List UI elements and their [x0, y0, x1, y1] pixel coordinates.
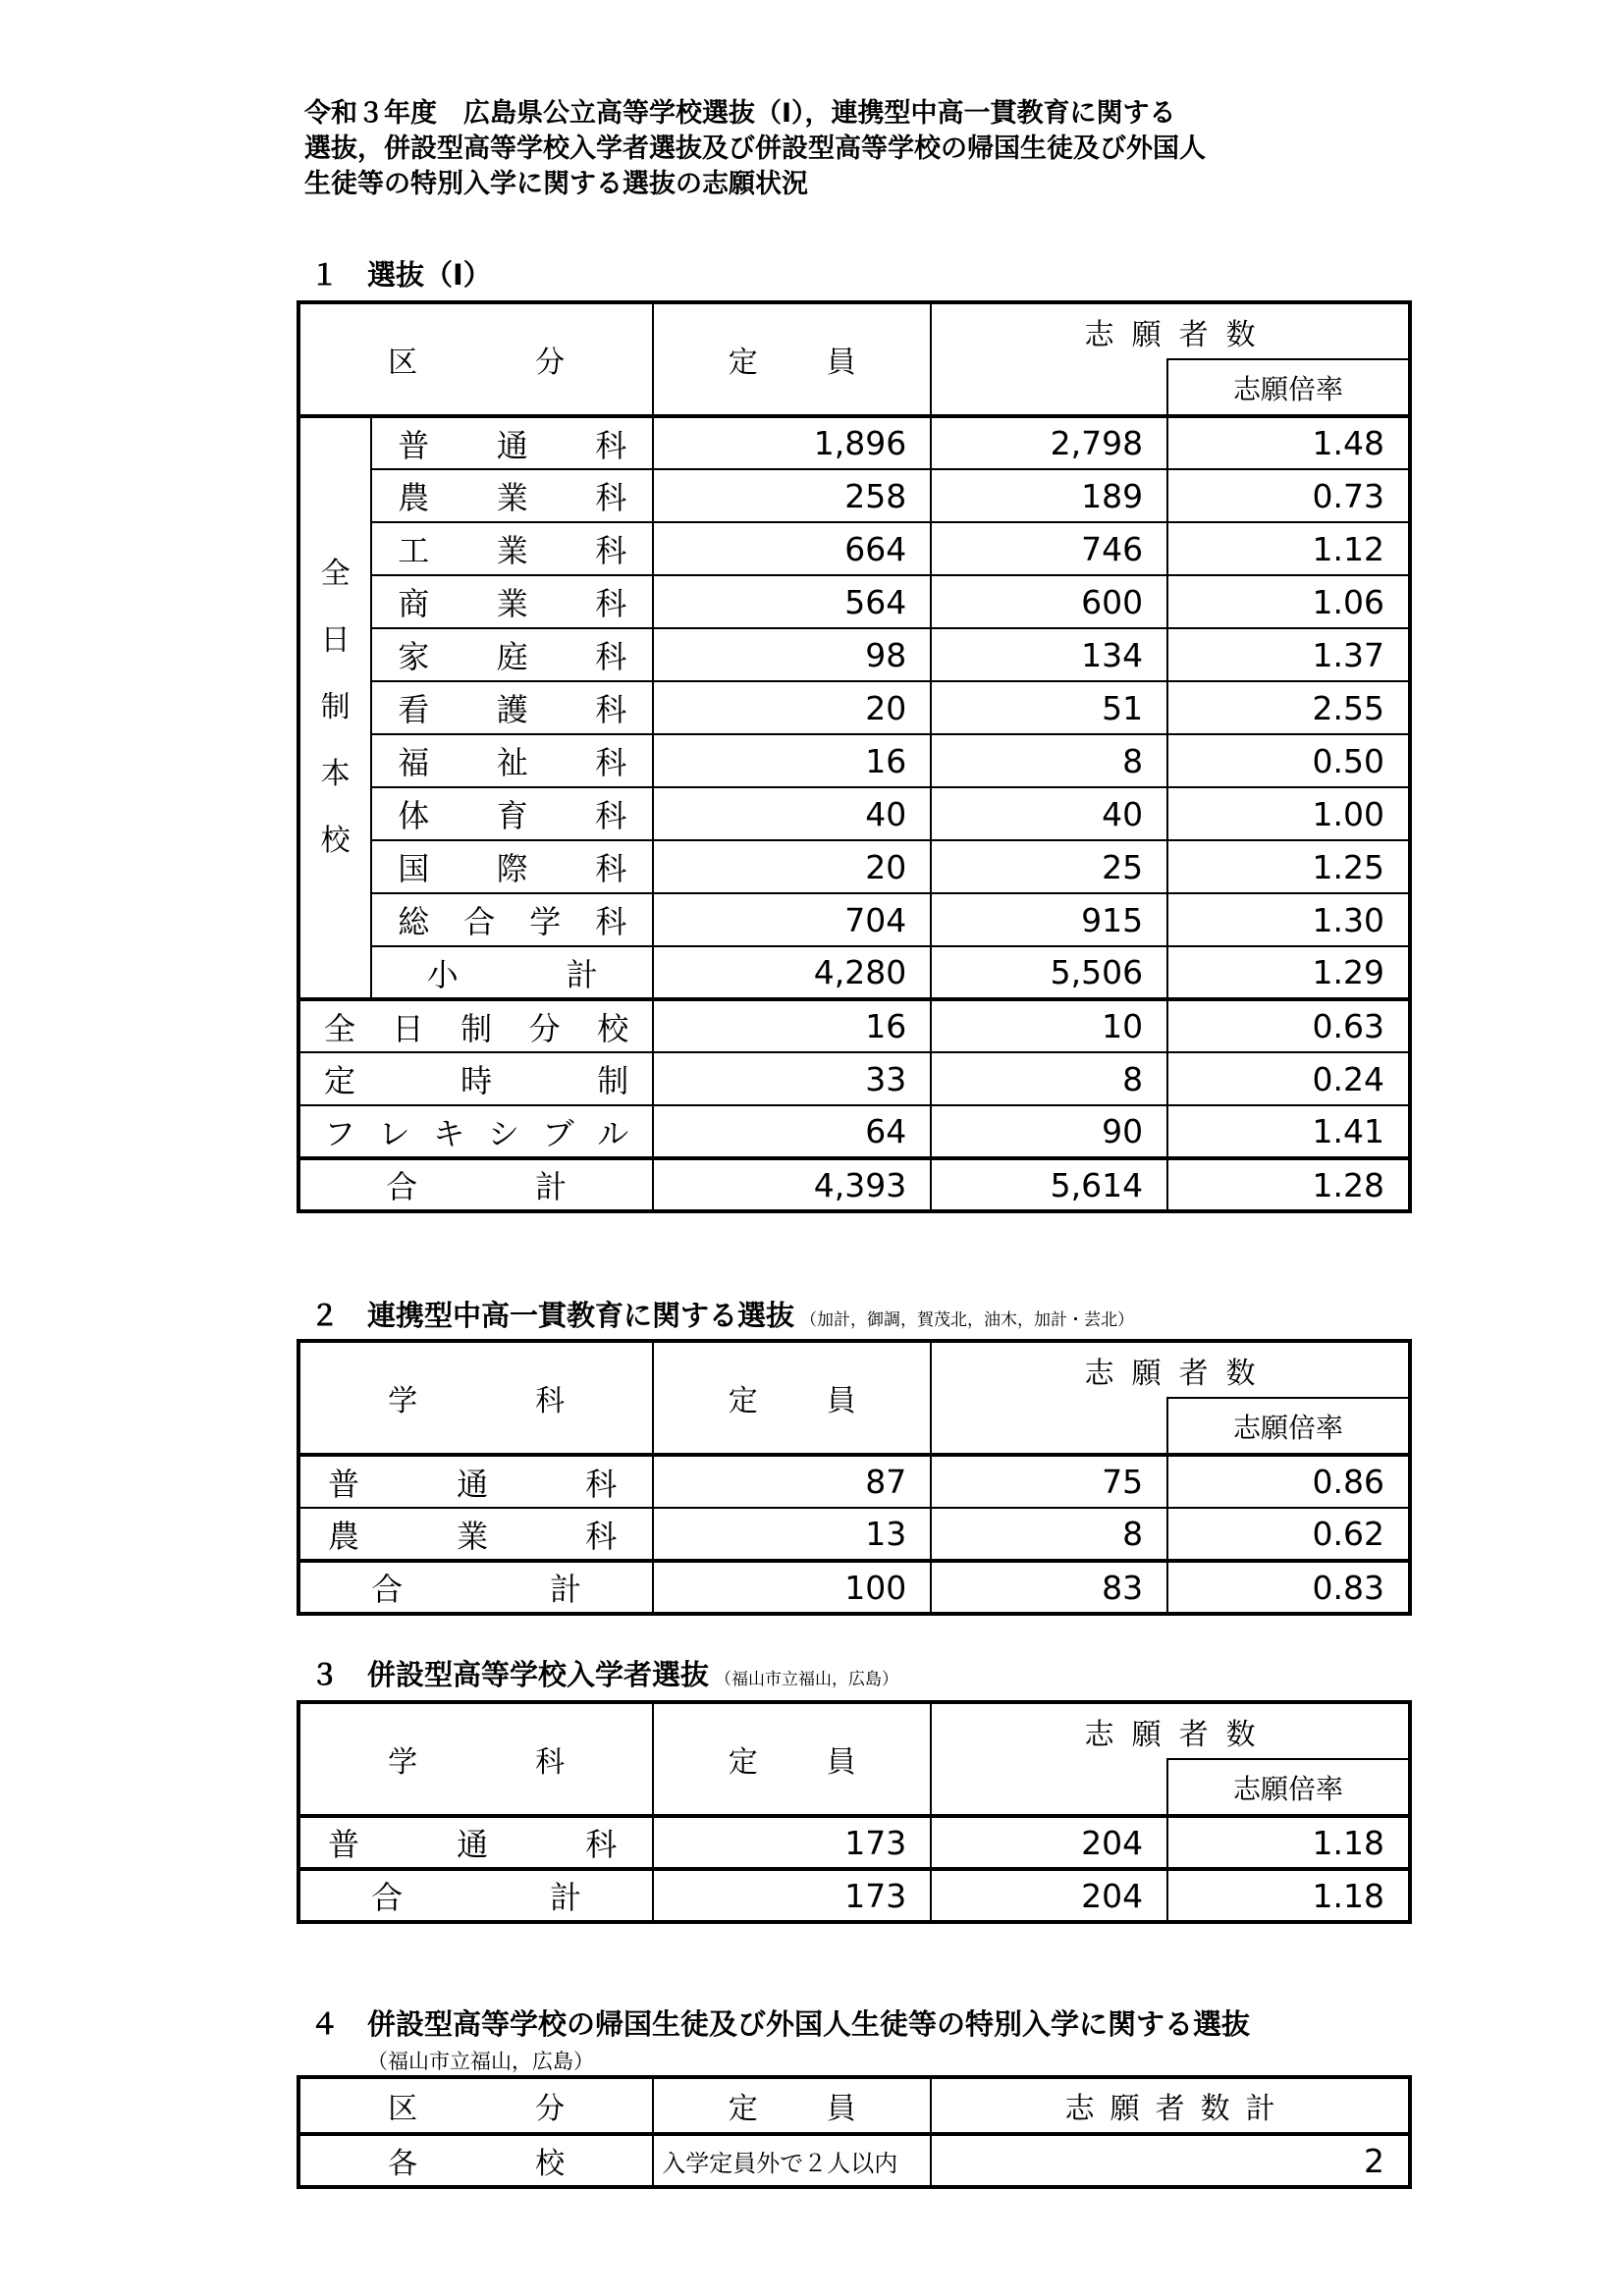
bairitsu-cell: 1.48: [1167, 416, 1410, 469]
teiin-cell: 173: [653, 1816, 931, 1869]
teiin-cell: 20: [653, 840, 931, 893]
shigan-cell: 83: [931, 1561, 1167, 1614]
teiin-cell: 入学定員外で２人以内: [653, 2134, 931, 2187]
shigan-cell: 204: [931, 1816, 1167, 1869]
title-line: 生徒等の特別入学に関する選抜の志願状況: [304, 169, 808, 199]
document-title: [304, 96, 1424, 202]
shigan-cell: 204: [931, 1869, 1167, 1922]
row-label: 看 護 科: [371, 681, 653, 734]
header-bairitsu: 志願倍率: [1167, 1398, 1410, 1455]
header-bairitsu: 志願倍率: [1167, 1759, 1410, 1816]
total-row: [298, 1158, 1410, 1211]
header-shigan: 志 願 者 数: [931, 1702, 1410, 1759]
teiin-cell: 664: [653, 522, 931, 575]
bairitsu-cell: 1.28: [1167, 1158, 1410, 1211]
section-2-schools: （加計，御調，賀茂北，油木，加計・芸北）: [800, 1310, 1135, 1330]
table-row: [298, 946, 1410, 999]
row-label: 合 計: [298, 1869, 653, 1922]
teiin-cell: 173: [653, 1869, 931, 1922]
bairitsu-cell: 1.06: [1167, 575, 1410, 628]
teiin-cell: 64: [653, 1105, 931, 1158]
bairitsu-cell: 2.55: [1167, 681, 1410, 734]
shigan-cell: 189: [931, 469, 1167, 522]
section-3-schools: （福山市立福山，広島）: [715, 1670, 899, 1689]
table-row: [298, 734, 1410, 787]
section-2-table: [297, 1339, 1412, 1616]
row-label: 合 計: [298, 1561, 653, 1614]
table-row: [298, 522, 1410, 575]
teiin-cell: 1,896: [653, 416, 931, 469]
shigan-cell: 8: [931, 734, 1167, 787]
header-gakka: 学 科: [298, 1702, 653, 1816]
row-label: 各 校: [298, 2134, 653, 2187]
shigan-cell: 746: [931, 522, 1167, 575]
table-row: [298, 628, 1410, 681]
table-row: [298, 416, 1410, 469]
shigan-cell: 2: [931, 2134, 1410, 2187]
section-1-table: [297, 300, 1412, 1213]
header-teiin: 定 員: [653, 302, 931, 416]
header-row: [298, 302, 1410, 359]
teiin-cell: 40: [653, 787, 931, 840]
shigan-cell: 2,798: [931, 416, 1167, 469]
row-label: 小 計: [371, 946, 653, 999]
teiin-cell: 13: [653, 1508, 931, 1561]
side-label: 全 日 制 本 校: [298, 416, 371, 999]
header-teiin: 定 員: [653, 1341, 931, 1455]
bairitsu-cell: 1.25: [1167, 840, 1410, 893]
shigan-cell: 75: [931, 1455, 1167, 1508]
bairitsu-cell: 1.41: [1167, 1105, 1410, 1158]
shigan-cell: 600: [931, 575, 1167, 628]
bairitsu-cell: 0.24: [1167, 1052, 1410, 1105]
shigan-cell: 5,506: [931, 946, 1167, 999]
table-row: [298, 1052, 1410, 1105]
total-row: [298, 1869, 1410, 1922]
section-3-table: [297, 1700, 1412, 1924]
teiin-cell: 704: [653, 893, 931, 946]
bairitsu-cell: 1.18: [1167, 1869, 1410, 1922]
title-line: 令和３年度 広島県公立高等学校選抜（Ⅰ），連携型中高一貫教育に関する: [304, 98, 1176, 129]
teiin-cell: 87: [653, 1455, 931, 1508]
table-row: [298, 1508, 1410, 1561]
section-4-table: [297, 2075, 1412, 2189]
section-2-heading: ２ 連携型中高一貫教育に関する選抜 （加計，御調，賀茂北，油木，加計・芸北）: [310, 1299, 1135, 1332]
header-kubun: 区 分: [298, 302, 653, 416]
section-1-heading: １ 選抜（Ⅰ）: [310, 258, 492, 292]
teiin-cell: 98: [653, 628, 931, 681]
section-4-schools: （福山市立福山，広島）: [367, 2050, 594, 2073]
bairitsu-cell: 0.63: [1167, 999, 1410, 1052]
section-4-heading: ４ 併設型高等学校の帰国生徒及び外国人生徒等の特別入学に関する選抜: [310, 2007, 1251, 2041]
title-line: 選抜，併設型高等学校入学者選抜及び併設型高等学校の帰国生徒及び外国人: [304, 133, 1206, 164]
teiin-cell: 20: [653, 681, 931, 734]
header-shigan: 志 願 者 数: [931, 302, 1410, 359]
bairitsu-cell: 0.73: [1167, 469, 1410, 522]
teiin-cell: 16: [653, 999, 931, 1052]
bairitsu-cell: 0.62: [1167, 1508, 1410, 1561]
shigan-cell: 25: [931, 840, 1167, 893]
section-3-heading: ３ 併設型高等学校入学者選抜 （福山市立福山，広島）: [310, 1658, 899, 1691]
teiin-cell: 258: [653, 469, 931, 522]
row-label: フ レ キ シ ブ ル: [298, 1105, 653, 1158]
shigan-cell: 40: [931, 787, 1167, 840]
teiin-cell: 33: [653, 1052, 931, 1105]
total-row: [298, 1561, 1410, 1614]
header-shigan: 志 願 者 数: [931, 1341, 1410, 1398]
table-row: [298, 1816, 1410, 1869]
row-label: 普 通 科: [298, 1816, 653, 1869]
bairitsu-cell: 1.12: [1167, 522, 1410, 575]
row-label: 普 通 科: [298, 1455, 653, 1508]
shigan-cell: 51: [931, 681, 1167, 734]
bairitsu-cell: 1.37: [1167, 628, 1410, 681]
row-label: 全 日 制 分 校: [298, 999, 653, 1052]
row-label: 農 業 科: [371, 469, 653, 522]
shigan-cell: 915: [931, 893, 1167, 946]
header-teiin: 定 員: [653, 2077, 931, 2134]
table-row: [298, 469, 1410, 522]
header-gakka: 学 科: [298, 1341, 653, 1455]
row-label: 農 業 科: [298, 1508, 653, 1561]
teiin-cell: 4,280: [653, 946, 931, 999]
shigan-cell: 90: [931, 1105, 1167, 1158]
bairitsu-cell: 0.86: [1167, 1455, 1410, 1508]
bairitsu-cell: 1.30: [1167, 893, 1410, 946]
row-label: 工 業 科: [371, 522, 653, 575]
table-row: [298, 893, 1410, 946]
table-row: [298, 999, 1410, 1052]
bairitsu-cell: 0.83: [1167, 1561, 1410, 1614]
header-shigan-kei: 志 願 者 数 計: [931, 2077, 1410, 2134]
table-row: [298, 575, 1410, 628]
table-row: [298, 840, 1410, 893]
table-row: [298, 1105, 1410, 1158]
shigan-cell: 8: [931, 1508, 1167, 1561]
shigan-cell: 134: [931, 628, 1167, 681]
bairitsu-cell: 1.18: [1167, 1816, 1410, 1869]
shigan-cell: 10: [931, 999, 1167, 1052]
teiin-cell: 16: [653, 734, 931, 787]
row-label: 福 祉 科: [371, 734, 653, 787]
table-row: [298, 787, 1410, 840]
row-label: 商 業 科: [371, 575, 653, 628]
row-label: 家 庭 科: [371, 628, 653, 681]
shigan-cell: 8: [931, 1052, 1167, 1105]
teiin-cell: 100: [653, 1561, 931, 1614]
shigan-cell: 5,614: [931, 1158, 1167, 1211]
table-row: [298, 681, 1410, 734]
bairitsu-cell: 0.50: [1167, 734, 1410, 787]
row-label: 普 通 科: [371, 416, 653, 469]
row-label: 総 合 学 科: [371, 893, 653, 946]
table-row: [298, 2134, 1410, 2187]
row-label: 合 計: [298, 1158, 653, 1211]
row-label: 定 時 制: [298, 1052, 653, 1105]
header-bairitsu: 志願倍率: [1167, 359, 1410, 416]
header-teiin: 定 員: [653, 1702, 931, 1816]
table-row: [298, 1455, 1410, 1508]
teiin-cell: 564: [653, 575, 931, 628]
bairitsu-cell: 1.00: [1167, 787, 1410, 840]
header-kubun: 区 分: [298, 2077, 653, 2134]
teiin-cell: 4,393: [653, 1158, 931, 1211]
row-label: 体 育 科: [371, 787, 653, 840]
bairitsu-cell: 1.29: [1167, 946, 1410, 999]
row-label: 国 際 科: [371, 840, 653, 893]
